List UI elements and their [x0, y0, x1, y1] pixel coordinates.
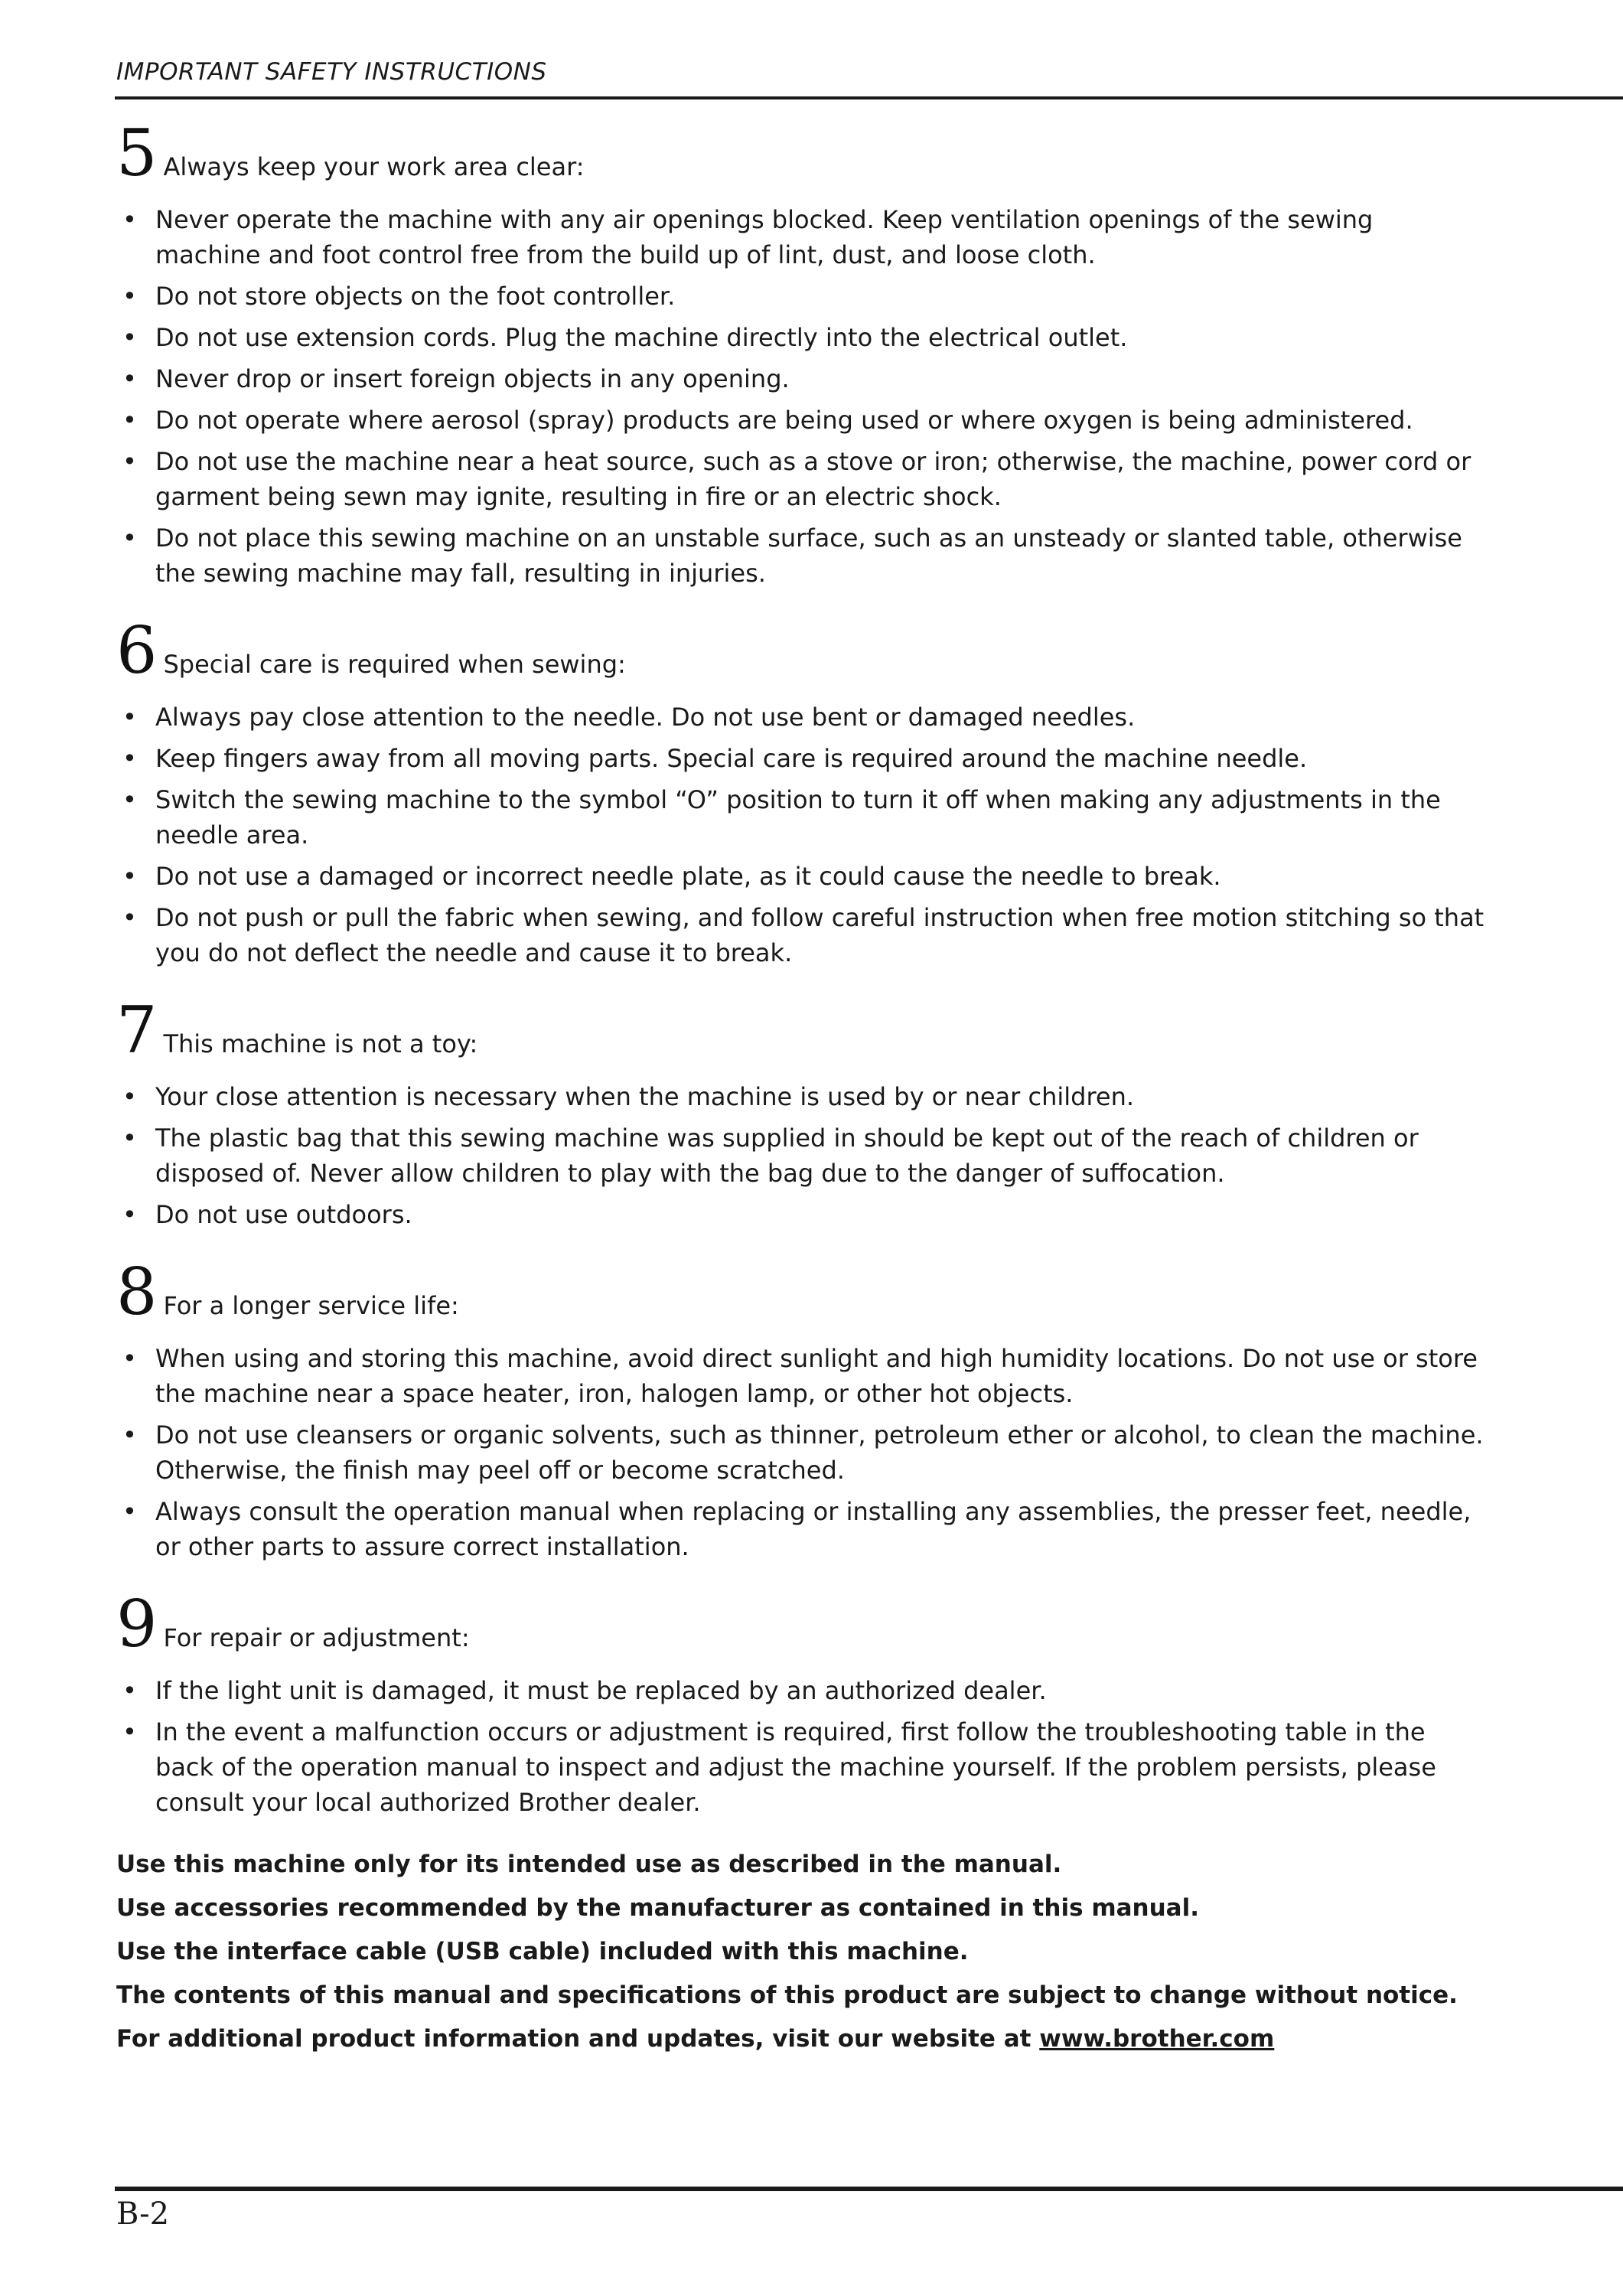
list-item	[116, 202, 1486, 272]
section-title: Special care is required when sewing:	[163, 650, 626, 679]
website-text: For additional product information and updates, visit our website at	[116, 2025, 1040, 2053]
section-heading	[116, 1587, 1486, 1662]
usage-notices	[116, 1848, 1486, 2056]
list-item	[116, 1714, 1486, 1820]
list-item	[116, 1197, 1486, 1232]
list-item	[116, 1341, 1486, 1411]
section-heading	[116, 1254, 1486, 1329]
section-title: For repair or adjustment:	[163, 1623, 470, 1652]
bullet-icon: •	[122, 744, 137, 773]
notice-subject-to-change: The contents of this manual and specifications of this product are subject to change without notice.	[116, 1981, 1458, 2009]
list-item	[116, 900, 1486, 970]
item-text: Never operate the machine with any air openings blocked. Keep ventilation openings of the sewing machine and foot control free from the build up of lint, dust, and loose cloth.	[155, 205, 1374, 269]
item-text: Do not use a damaged or incorrect needle plate, as it could cause the needle to break.	[155, 862, 1221, 891]
page-number: B-2	[116, 2197, 170, 2232]
section-title: This machine is not a toy:	[163, 1029, 478, 1058]
item-text: Do not operate where aerosol (spray) products are being used or where oxygen is being administered.	[155, 406, 1413, 435]
item-text: Do not use cleansers or organic solvents, such as thinner, petroleum ether or alcohol, to clean the machine. Otherwise, the finish may peel off or become scratched.	[155, 1420, 1484, 1485]
list-item	[116, 1673, 1486, 1708]
notice-accessories: Use accessories recommended by the manufacturer as contained in this manual.	[116, 1894, 1199, 1922]
bullet-icon: •	[122, 1124, 137, 1153]
bullet-icon: •	[122, 1344, 137, 1373]
bullet-icon: •	[122, 1497, 137, 1526]
footer-rule	[115, 2187, 1623, 2191]
bullet-icon: •	[122, 1420, 137, 1450]
bullet-list	[116, 202, 1486, 591]
bullet-icon: •	[122, 862, 137, 891]
bullet-icon: •	[122, 447, 137, 476]
list-item	[116, 859, 1486, 894]
bullet-icon: •	[122, 1717, 137, 1746]
running-header: IMPORTANT SAFETY INSTRUCTIONS	[116, 58, 547, 86]
bullet-list	[116, 1079, 1486, 1232]
notice-intended-use: Use this machine only for its intended use as described in the manual.	[116, 1851, 1062, 1878]
list-item	[116, 1079, 1486, 1114]
list-item	[116, 782, 1486, 853]
item-text: In the event a malfunction occurs or adjustment is required, first follow the troubleshooting table in the back of the operation manual to inspect and adjust the machine yourself. If the problem persists, please consult your local authorized Brother dealer.	[155, 1717, 1436, 1817]
section-number: 9	[116, 1587, 158, 1662]
item-text: Do not place this sewing machine on an unstable surface, such as an unsteady or slanted table, otherwise the sewing machine may fall, resulting in injuries.	[155, 523, 1462, 588]
section-9	[116, 1587, 1486, 1820]
bullet-list	[116, 700, 1486, 970]
notice-usb-cable: Use the interface cable (USB cable) included with this machine.	[116, 1938, 969, 1965]
bullet-list	[116, 1673, 1486, 1820]
item-text: If the light unit is damaged, it must be replaced by an authorized dealer.	[155, 1676, 1047, 1705]
section-heading	[116, 116, 1486, 191]
item-text: Keep fingers away from all moving parts. Special care is required around the machine needle.	[155, 744, 1308, 773]
bullet-list	[116, 1341, 1486, 1564]
list-item	[116, 1494, 1486, 1564]
main-content	[116, 116, 1486, 2066]
section-8	[116, 1254, 1486, 1564]
section-6	[116, 613, 1486, 970]
notice-website	[116, 2022, 1486, 2056]
bullet-icon: •	[122, 1200, 137, 1229]
item-text: Your close attention is necessary when the machine is used by or near children.	[155, 1082, 1135, 1111]
website-link[interactable]: www.brother.com	[1039, 2025, 1275, 2053]
item-text: Always pay close attention to the needle. Do not use bent or damaged needles.	[155, 703, 1136, 732]
list-item	[116, 279, 1486, 314]
section-heading	[116, 993, 1486, 1068]
bullet-icon: •	[122, 703, 137, 732]
list-item	[116, 403, 1486, 438]
item-text: Do not use the machine near a heat source, such as a stove or iron; otherwise, the machine, power cord or garment being sewn may ignite, resulting in fire or an electric shock.	[155, 447, 1471, 511]
bullet-icon: •	[122, 406, 137, 435]
section-number: 5	[116, 116, 158, 191]
section-number: 8	[116, 1254, 158, 1329]
list-item	[116, 320, 1486, 355]
bullet-icon: •	[122, 1082, 137, 1111]
list-item	[116, 361, 1486, 396]
item-text: Switch the sewing machine to the symbol “O” position to turn it off when making any adjustments in the needle area.	[155, 785, 1441, 850]
section-title: Always keep your work area clear:	[163, 152, 585, 181]
bullet-icon: •	[122, 364, 137, 393]
bullet-icon: •	[122, 903, 137, 932]
bullet-icon: •	[122, 523, 137, 553]
item-text: Do not push or pull the fabric when sewing, and follow careful instruction when free motion stitching so that you do not deflect the needle and cause it to break.	[155, 903, 1484, 967]
bullet-icon: •	[122, 323, 137, 352]
section-7	[116, 993, 1486, 1232]
list-item	[116, 520, 1486, 591]
bullet-icon: •	[122, 205, 137, 234]
section-heading	[116, 613, 1486, 688]
list-item	[116, 741, 1486, 776]
section-title: For a longer service life:	[163, 1291, 459, 1320]
item-text: Do not use extension cords. Plug the machine directly into the electrical outlet.	[155, 323, 1128, 352]
item-text: Never drop or insert foreign objects in any opening.	[155, 364, 790, 393]
list-item	[116, 1120, 1486, 1191]
item-text: When using and storing this machine, avoid direct sunlight and high humidity locations. Do not use or store the machine near a space heater, iron, halogen lamp, or other hot objects.	[155, 1344, 1478, 1408]
item-text: Always consult the operation manual when replacing or installing any assemblies, the presser feet, needle, or other parts to assure correct installation.	[155, 1497, 1471, 1561]
list-item	[116, 444, 1486, 514]
header-rule	[115, 96, 1623, 99]
section-number: 7	[116, 993, 158, 1068]
list-item	[116, 700, 1486, 735]
item-text: Do not store objects on the foot controller.	[155, 282, 676, 311]
bullet-icon: •	[122, 282, 137, 311]
bullet-icon: •	[122, 1676, 137, 1705]
item-text: The plastic bag that this sewing machine was supplied in should be kept out of the reach of children or disposed of. Never allow children to play with the bag due to the danger of suffocation.	[155, 1124, 1419, 1188]
section-number: 6	[116, 613, 158, 688]
bullet-icon: •	[122, 785, 137, 814]
list-item	[116, 1417, 1486, 1488]
section-5	[116, 116, 1486, 591]
item-text: Do not use outdoors.	[155, 1200, 412, 1229]
